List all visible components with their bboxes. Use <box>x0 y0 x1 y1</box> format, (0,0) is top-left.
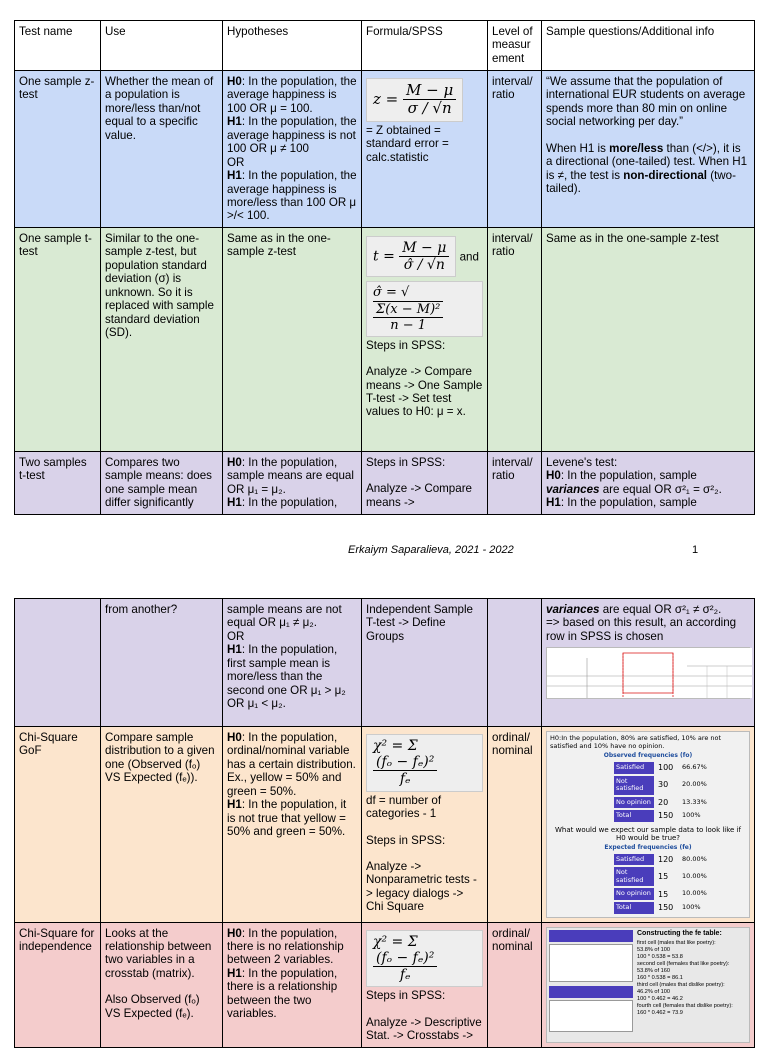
frequency-value: 30 <box>658 780 669 790</box>
footer-page-number: 1 <box>692 544 699 556</box>
note-bold: non-directional <box>623 168 707 182</box>
fe-lines <box>637 940 747 1017</box>
test-summary-table-part-1 <box>14 20 755 515</box>
frequency-label: No opinion <box>614 888 654 900</box>
chi-gof-example <box>542 727 755 923</box>
header-test-name: Test name <box>15 21 101 71</box>
expected-frequency-table <box>550 854 746 914</box>
levene-cont <box>546 603 750 616</box>
two-spss-steps: Analyze -> Compare means -> <box>366 482 473 509</box>
chi-square-formula-image: χ² = Σ $\frac{\text{(fₒ − fₑ)²}}{\text{fₑ}}$ <box>366 734 483 792</box>
levene-result: => based on this result, an according row in SPSS is chosen <box>546 616 737 643</box>
fe-line: 160 * 0.462 = 73.9 <box>637 1010 683 1017</box>
observed-title: Observed frequencies (fo) <box>603 752 693 760</box>
fe-line: 100 * 0.462 = 46.2 <box>637 996 683 1003</box>
h0-label: H0 <box>227 926 242 940</box>
two-samples-name: Two samples t-test <box>15 452 101 515</box>
sd-formula-image: σ̂ = √ $\frac{\text{Σ(x − M)²}}{n - 1}$ <box>366 281 483 336</box>
fe-line: first cell (males that like poetry): <box>637 940 716 947</box>
t-test-level: interval/ ratio <box>488 228 542 452</box>
two-samples-info-cont <box>542 599 755 727</box>
frequency-value: 15 <box>658 872 669 882</box>
two-samples-hypotheses-cont <box>223 599 362 727</box>
text-part: : In the population, sample <box>560 496 697 510</box>
chi-gof-formula <box>362 727 488 923</box>
row-chi-square-gof <box>15 727 755 923</box>
footer-author: Erkaiym Saparalieva, 2021 - 2022 <box>348 544 514 556</box>
spss-output-thumbnail <box>546 647 750 699</box>
header-level: Level of measurement <box>488 21 542 71</box>
h0-text: : In the population, ordinal/nominal variable has a certain distribution. Ex., yellow = 50% and green = 50%. <box>227 731 356 798</box>
frequency-value: 120 <box>658 854 674 864</box>
fe-line: 160 * 0.538 = 86.1 <box>637 975 683 982</box>
frequency-row <box>614 902 746 914</box>
test-summary-table-part-2 <box>14 598 755 1048</box>
h1-text-alt: : In the population, first sample mean is more/less than the second one OR μ₁ > μ₂ OR μ₁ < μ₂. <box>227 643 346 711</box>
chi-indep-example <box>542 922 755 1047</box>
h1-text: : In the population, the average happiness is not 100 OR μ ≠ 100 <box>227 115 357 156</box>
expected-title: Expected frequencies (fe) <box>604 843 692 851</box>
h1-label: H1 <box>546 496 561 510</box>
fe-line: fourth cell (females that dislike poetry): <box>637 1003 733 1010</box>
chi-indep-use <box>101 922 223 1047</box>
row-two-samples-t-test <box>15 452 755 515</box>
t-test-formula <box>362 228 488 452</box>
frequency-value: 15 <box>658 889 669 899</box>
fe-line: 53.8% of 100 <box>637 947 670 954</box>
df-note: df = number of categories - 1 <box>366 793 442 821</box>
example-caption: H0:In the population, 80% are satisfied, 10% are not satisfied and 10% have no opinion. <box>550 734 722 750</box>
h1-label-alt: H1 <box>227 643 242 657</box>
frequency-row <box>614 888 746 900</box>
frequency-value: 100 <box>658 763 674 773</box>
header-row <box>15 21 755 71</box>
levene-h0 <box>546 469 750 496</box>
frequency-example-image <box>546 731 750 918</box>
header-hypotheses: Hypotheses <box>223 21 362 71</box>
h0-text: : In the population, sample means are equal OR μ₁ = μ₂. <box>227 456 354 496</box>
frequency-label: Total <box>614 810 654 822</box>
h1-text-alt: : In the population, the average happiness is more/less than 100 OR μ >/< 100. <box>227 169 357 223</box>
t-formula-block <box>366 234 483 279</box>
frequency-row <box>614 867 746 886</box>
frequency-percent: 80.00% <box>682 854 707 863</box>
crosstab-example-image <box>546 927 750 1043</box>
chi-indep-level: ordinal/ nominal <box>488 922 542 1047</box>
z-sample-quote: “We assume that the population of international EUR students on average spends more than 80 min on online social networking per day.” <box>546 75 746 129</box>
h1-label: H1 <box>227 115 242 129</box>
frequency-row <box>614 776 746 795</box>
z-test-hypotheses <box>223 71 362 228</box>
text-bold: variances <box>546 603 600 616</box>
frequency-percent: 13.33% <box>682 797 707 806</box>
h1-label: H1 <box>227 798 242 812</box>
text-part: are equal OR σ²₁ = σ²₂. <box>599 482 722 496</box>
h1-text-cont: sample means are not equal OR μ₁ ≠ μ₂. <box>227 603 342 630</box>
t-test-hypotheses: Same as in the one-sample z-test <box>223 228 362 452</box>
note-part: than (</>), it is a directional (one-tailed) test. When H1 is ≠, the test is <box>546 141 748 182</box>
expected-question: What would we expect our sample data to look like if H0 would be true? <box>555 825 741 842</box>
frequency-label: No opinion <box>614 797 654 809</box>
fe-line: 100 * 0.538 = 53.8 <box>637 954 683 961</box>
z-test-name: One sample z-test <box>15 71 101 228</box>
h0-label: H0 <box>546 469 561 483</box>
t-spss-steps: Analyze -> Compare means -> One Sample T-test -> Set test values to H0: μ = x. <box>366 365 483 419</box>
z-test-level: interval/ ratio <box>488 71 542 228</box>
chi-indep-formula <box>362 922 488 1047</box>
text-part: : In the population, sample <box>560 469 697 483</box>
z-formula-image: z = $\frac{M - \mu}{\sigma / √n}$ <box>366 78 463 122</box>
chi-indep-name: Chi-Square for independence <box>15 922 101 1047</box>
t-test-use: Similar to the one-sample z-test, but population standard deviation (σ) is unknown. So it is replaced with sample standard deviation (SD). <box>101 228 223 452</box>
frequency-value: 150 <box>658 903 674 913</box>
h1-label: H1 <box>227 966 242 980</box>
h1-label-alt: H1 <box>227 169 242 183</box>
frequency-label: Not satisfied <box>614 867 654 886</box>
frequency-label: Satisfied <box>614 854 654 866</box>
or-text: OR <box>227 629 245 643</box>
formula-and: and <box>459 250 479 264</box>
frequency-value: 150 <box>658 811 674 821</box>
observed-frequency-table <box>550 762 746 822</box>
levene-h1 <box>546 496 750 509</box>
chi-square-formula-image-2: χ² = Σ $\frac{\text{(fₒ − fₑ)²}}{\text{fₑ}}$ <box>366 930 483 988</box>
two-samples-use-cont: from another? <box>101 599 223 727</box>
t-test-sample: Same as in the one-sample z-test <box>542 228 755 452</box>
z-test-use: Whether the mean of a population is more/less than/not equal to a specific value. <box>101 71 223 228</box>
h1-text: : In the population, it is not true that yellow = 50% and green = 50%. <box>227 798 347 839</box>
two-spss-heading: Steps in SPSS: <box>366 456 446 469</box>
levene-title: Levene's test: <box>546 456 618 469</box>
chi-indep-spss-steps: Analyze -> Descriptive Stat. -> Crosstabs -> <box>366 1015 482 1043</box>
chi-indep-use-1: Looks at the relationship between two variables in a crosstab (matrix). <box>105 926 212 980</box>
header-formula: Formula/SPSS <box>362 21 488 71</box>
h0-label: H0 <box>227 731 242 744</box>
fe-line: second cell (females that like poetry): <box>637 961 730 968</box>
note-part: (two-tailed). <box>546 168 736 196</box>
two-samples-name-cont <box>15 599 101 727</box>
frequency-percent: 20.00% <box>682 780 707 789</box>
frequency-percent: 100% <box>682 811 701 820</box>
h1-text: : In the population, there is a relationship between the two variables. <box>227 966 338 1021</box>
two-samples-level: interval/ ratio <box>488 452 542 515</box>
or-text: OR <box>227 155 245 169</box>
frequency-row <box>614 797 746 809</box>
frequency-percent: 10.00% <box>682 889 707 898</box>
row-one-sample-t-test <box>15 228 755 452</box>
two-samples-spss-cont: Independent Sample T-test -> Define Groups <box>362 599 488 727</box>
chi-gof-hypotheses <box>223 727 362 923</box>
h0-text: : In the population, the average happiness is 100 OR μ = 100. <box>227 75 357 115</box>
row-one-sample-z-test <box>15 71 755 228</box>
frequency-row <box>614 854 746 866</box>
fe-line: 46.2% of 100 <box>637 989 670 996</box>
chi-indep-spss-heading: Steps in SPSS: <box>366 989 446 1003</box>
fe-line: third cell (males that dislike poetry): <box>637 982 725 989</box>
h1-label: H1 <box>227 496 242 510</box>
row-two-samples-continued <box>15 599 755 727</box>
frequency-label: Satisfied <box>614 762 654 774</box>
chi-gof-spss-heading: Steps in SPSS: <box>366 833 446 847</box>
chi-indep-use-2: Also Observed (fₒ) VS Expected (fₑ). <box>105 993 200 1020</box>
frequency-label: Total <box>614 902 654 914</box>
two-samples-hypotheses <box>223 452 362 515</box>
z-test-formula <box>362 71 488 228</box>
h0-label: H0 <box>227 75 242 88</box>
row-chi-square-independence <box>15 922 755 1047</box>
frequency-row <box>614 810 746 822</box>
z-test-sample <box>542 71 755 228</box>
fe-title: Constructing the fe table: <box>637 929 722 937</box>
chi-gof-name: Chi-Square GoF <box>15 727 101 923</box>
two-samples-level-cont <box>488 599 542 727</box>
frequency-percent: 100% <box>682 902 701 911</box>
fe-construction-notes <box>637 930 747 1040</box>
two-samples-use: Compares two sample means: does one sample mean differ significantly <box>101 452 223 515</box>
frequency-value: 20 <box>658 797 669 807</box>
frequency-percent: 66.67% <box>682 763 707 772</box>
text-part: are equal OR σ²₁ ≠ σ²₂. <box>599 603 722 616</box>
frequency-row <box>614 762 746 774</box>
header-sample: Sample questions/Additional info <box>542 21 755 71</box>
text-bold: variances <box>546 482 600 496</box>
z-formula-note: = Z obtained = standard error = calc.statistic <box>366 123 449 164</box>
t-test-name: One sample t-test <box>15 228 101 452</box>
h0-text: : In the population, there is no relationship between 2 variables. <box>227 926 344 967</box>
h0-label: H0 <box>227 456 242 469</box>
fe-line: 53.8% of 160 <box>637 968 670 975</box>
chi-indep-hypotheses <box>223 922 362 1047</box>
crosstab-tables <box>549 930 633 1040</box>
note-part: When H1 is <box>546 141 610 155</box>
h1-text: : In the population, <box>241 496 338 510</box>
chi-gof-use: Compare sample distribution to a given one (Observed (fₒ) VS Expected (fₑ)). <box>101 727 223 923</box>
header-use: Use <box>101 21 223 71</box>
note-bold: more/less <box>609 141 664 155</box>
z-sample-note <box>546 142 750 196</box>
frequency-label: Not satisfied <box>614 776 654 795</box>
two-samples-info <box>542 452 755 515</box>
t-spss-heading: Steps in SPSS: <box>366 338 446 352</box>
t-formula-image: t = $\frac{M - \mu}{\sigmâ / √n}$ <box>366 236 456 277</box>
frequency-percent: 10.00% <box>682 872 707 881</box>
two-samples-spss <box>362 452 488 515</box>
spss-output-table-image <box>547 648 752 698</box>
chi-gof-level: ordinal/ nominal <box>488 727 542 923</box>
chi-gof-spss-steps: Analyze -> Nonparametric tests -> legacy dialogs -> Chi Square <box>366 860 477 914</box>
